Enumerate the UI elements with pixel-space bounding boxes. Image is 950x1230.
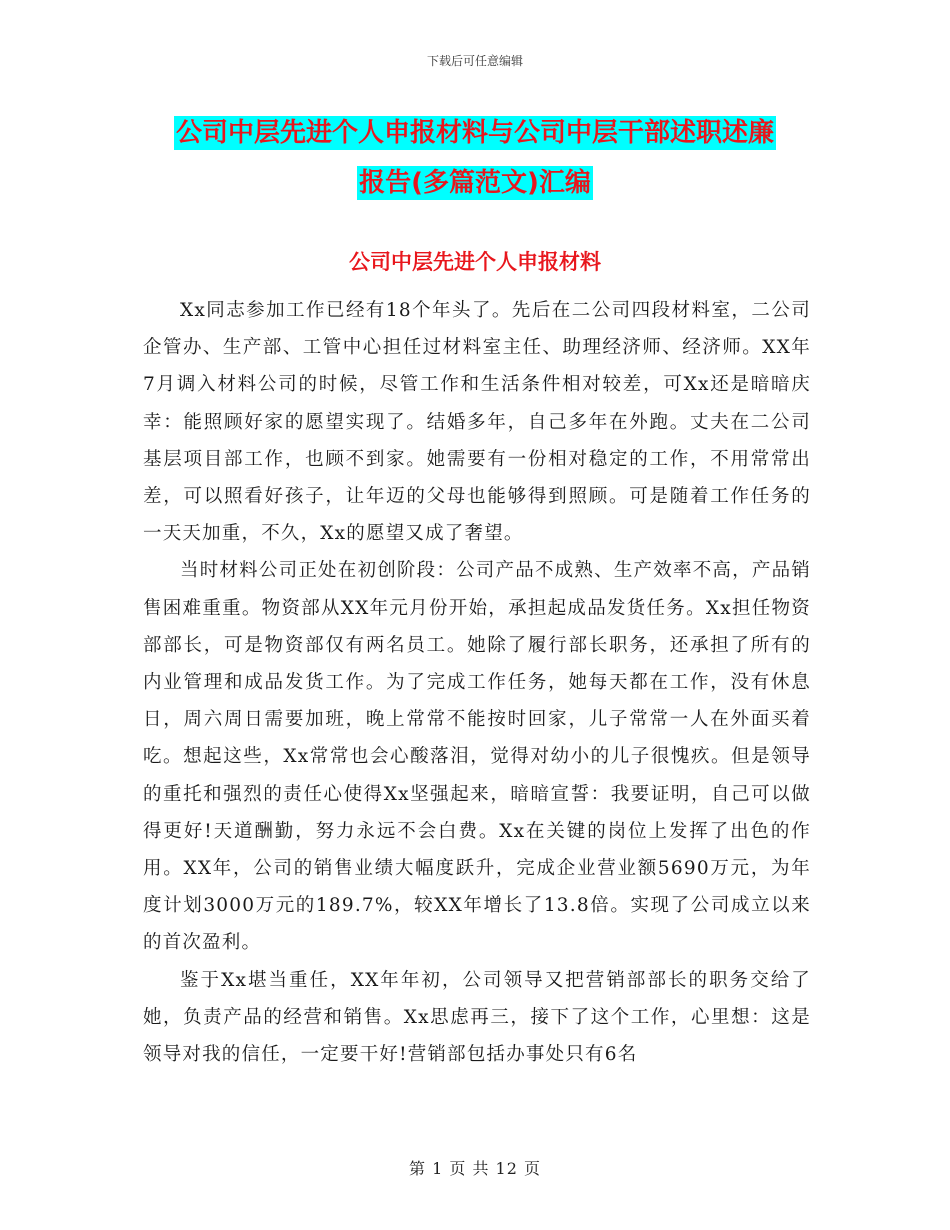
page-footer: 第 1 页 共 12 页 [409, 1159, 541, 1178]
paragraph: Xx同志参加工作已经有18个年头了。先后在二公司四段材料室，二公司企管办、生产部、工管中心担任过材料室主任、助理经济师、经济师。XX年7月调入材料公司的时候，尽管工作和生活条件相对较差，可Xx还是暗暗庆幸：能照顾好家的愿望实现了。结婚多年，自己多年在外跑。丈夫在二公司基层项目部工作，也顾不到家。她需要有一份相对稳定的工作，不用常常出差，可以照看好孩子，让年迈的父母也能够得到照顾。可是随着工作任务的一天天加重，不久，Xx的愿望又成了奢望。 [143, 300, 811, 545]
document-title-line2: 报告(多篇范文)汇编 [359, 168, 591, 198]
section-title: 公司中层先进个人申报材料 [349, 250, 601, 274]
paragraph: 当时材料公司正处在初创阶段：公司产品不成熟、生产效率不高，产品销售困难重重。物资部从XX年元月份开始，承担起成品发货任务。Xx担任物资部部长，可是物资部仅有两名员工。她除了履行部长职务，还承担了所有的内业管理和成品发货工作。为了完成工作任务，她每天都在工作，没有休息日，周六周日需要加班，晚上常常不能按时回家，儿子常常一人在外面买着吃。想起这些，Xx常常也会心酸落泪，觉得对幼小的儿子很愧疚。但是领导的重托和强烈的责任心使得Xx坚强起来，暗暗宣誓：我要证明，自己可以做得更好!天道酬勤，努力永远不会白费。Xx在关键的岗位上发挥了出色的作用。XX年，公司的销售业绩大幅度跃升，完成企业营业额5690万元，为年度计划3000万元的189.7%，较XX年增长了13.8倍。实现了公司成立以来的首次盈利。 [143, 560, 811, 954]
document-title [0, 108, 950, 208]
document-title-line1: 公司中层先进个人申报材料与公司中层干部述职述廉 [175, 118, 774, 148]
paragraph: 鉴于Xx堪当重任，XX年年初，公司领导又把营销部部长的职务交给了她，负责产品的经营和销售。Xx思虑再三，接下了这个工作，心里想：这是领导对我的信任，一定要干好!营销部包括办事处只有6名 [143, 969, 811, 1066]
body-text [143, 292, 811, 1073]
page-header-note: 下载后可任意编辑 [426, 54, 523, 68]
